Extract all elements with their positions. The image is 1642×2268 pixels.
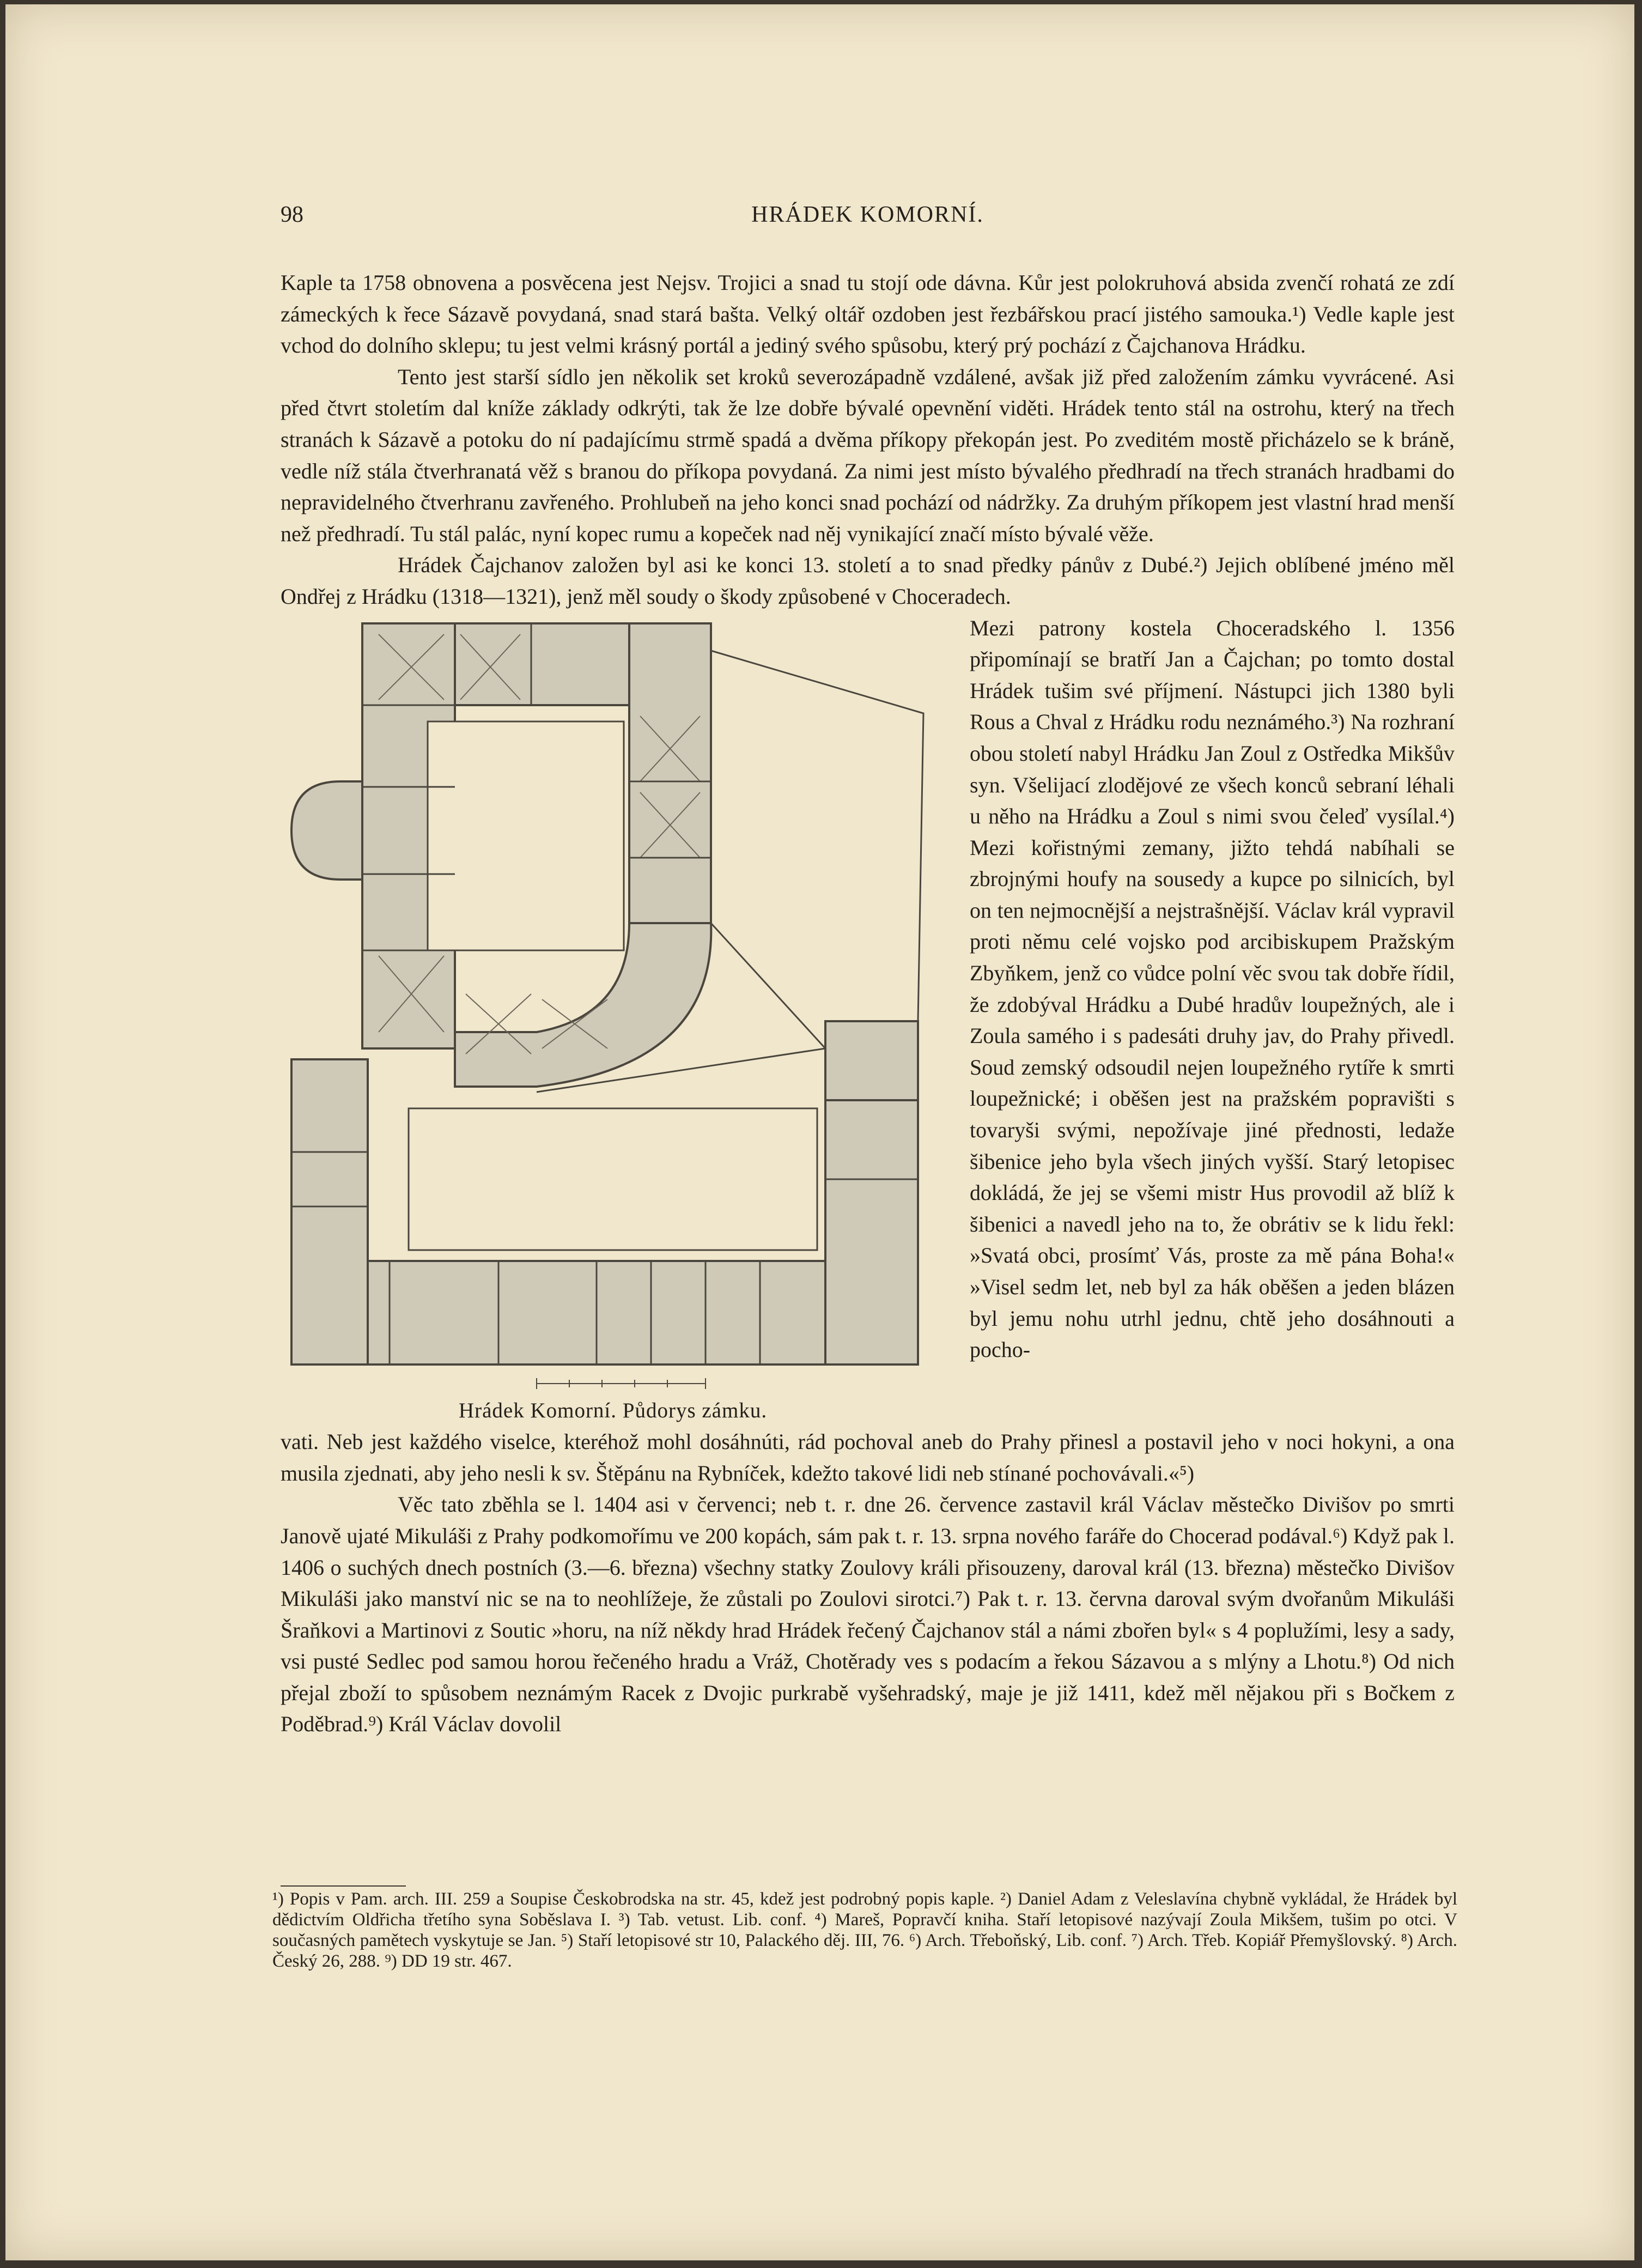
figure-row <box>281 613 1455 1427</box>
plan-chapel-apse <box>291 781 362 880</box>
figure-caption: Hrádek Komorní. Půdorys zámku. <box>458 1398 768 1422</box>
plan-southwest-block <box>291 1059 368 1365</box>
body-text <box>281 267 1455 1740</box>
paragraph-old-seat: Tento jest starší sídlo jen několik set kroků severozápadně vzdálené, avšak již před založením zámku vyvrácené. Asi před čtvrt stoletím dal kníže základy odkrýti, tak že lze dobře bývalé opevnění viděti. Hrádek tento stál na ostrohu, který na třech stranách k Sázavě a potoku do ní padajícímu strmě spadá a dvěma příkopy překopán jest. Po zveditém mostě přicházelo se k bráně, vedle níž stála čtverhranatá věž s branou do příkopa povydaná. Za nimi jest místo bývalého předhradí na třech stranách hradbami do nepravidelného čtverhranu zavřeného. Prohlubeň na jeho konci snad pochází od nádržky. Za druhým příkopem jest vlastní hrad menší než předhradí. Tu stál palác, nyní kopec rumu a kopeček nad něj vynikající značí místo bývalé věže. <box>281 364 1455 546</box>
plan-southeast-block <box>825 1097 918 1365</box>
plan-inner-court <box>428 721 624 950</box>
footnotes <box>272 1889 1457 1972</box>
paragraph-divisov: Věc tato zběhla se l. 1404 asi v červenci; neb t. r. dne 26. července zastavil král Václav městečko Divišov po smrti Janově ujaté Mikuláši z Prahy podkomořímu ve 200 kopách, sám pak t. r. 13. srpna nového faráře do Chocerad podával.⁶) Když pak l. 1406 o suchých dnech postních (3.—6. března) všechny statky Zoulovy králi přisouzeny, daroval král (13. března) městečko Divišov Mikuláši jako manství nic se na to neohlížeje, že zůstali po Zoulovi sirotci.⁷) Pak t. r. 13. června daroval svým dvořanům Mikuláši Šraňkovi a Martinovi z Soutic »horu, na níž někdy hrad Hrádek řečený Čajchanov stál a námi zbořen byl« s 4 poplužími, lesy a sady, vsi pusté Sedlec pod samou horou řečeného hradu a Vráž, Chotěrady ves s podacím a řekou Sázavou a s mlýny a Lhotu.⁸) Od nich přejal zboží to spůsobem neznámým Racek z Dvojic purkrabě vyšehradský, maje je již 1411, kdež měl nějakou při s Bočkem z Poděbrad.⁹) Král Václav dovolil <box>281 1492 1455 1737</box>
running-title: HRÁDEK KOMORNÍ. <box>751 202 984 227</box>
page-number: 98 <box>281 202 303 227</box>
plan-south-wing <box>291 1261 918 1365</box>
plan-east-wing <box>629 623 711 929</box>
paragraph-founding: Hrádek Čajchanov založen byl asi ke konci 13. století a to snad předky pánův z Dubé.²) Jejich oblíbené jméno měl Ondřej z Hrádku (1318—1321), jenž měl soudy o škody způsobené v Choceradech. <box>281 553 1455 609</box>
paragraph-chapel: Kaple ta 1758 obnovena a posvěcena jest Nejsv. Trojici a snad tu stojí ode dávna. Kůr jest polokruhová absida zvenčí rohatá ze zdí zámeckých k řece Sázavě povydaná, snad stará bašta. Velký oltář ozdoben jest řezbářskou prací jistého samouka.¹) Vedle kaple jest vchod do dolního sklepu; tu jest velmi krásný portál a jediný svého spůsobu, který prý pochází z Čajchanova Hrádku. <box>281 270 1455 358</box>
plan-gate-tower <box>825 1021 918 1100</box>
floor-plan-figure <box>281 618 945 1427</box>
page-header <box>281 202 1455 240</box>
footnote-rule <box>281 1885 406 1887</box>
paragraph-zoul: Mezi patrony kostela Choceradského l. 1356 připomínají se bratří Jan a Čajchan; po tomto dostal Hrádek tušim své příjmení. Nástupci jich 1380 byli Rous a Chval z Hrádku rodu neznámého.³) Na rozhraní obou století nabyl Hrádku Jan Zoul z Ostředka Mikšův syn. Všelijací zlodějové ze všech konců sebraní léhali u něho na Hrádku a Zoul s nimi svou čeleď vysílal.⁴) Mezi kořistnými zemany, jižto tehdá nabíhali se zbrojnými houfy na sousedy a kupce po silnicích, byl on ten nejmocnější a nejstrašnější. Václav král vypravil proti němu celé vojsko pod arcibiskupem Pražským Zbyňkem, jenž co vůdce polní věc svou tak dobře řídil, že zdobýval Hrádku a Dubé hradův loupežných, ale i Zoula samého i s padesáti druhy jav, do Prahy přivedl. Soud zemský odsoudil nejen loupežného rytíře k smrti loupežnické; i oběšen jest na pražském popravišti s tovaryši svými, nepožívaje jiné přednosti, ledaže šibenice jeho byla všech jiných vyšší. Starý letopisec dokládá, že jej se všemi mistr Hus provodil až blíž k šibenici a navedl jeho na to, že obrátiv se k lidu řekl: »Svatá obci, prosímť Vás, proste za mě pána Boha!« »Visel sedm let, neb byl za hák oběšen a jeden blázen byl jemu nohu utrhl jednu, chtě jeho dosáhnouti a pocho- <box>970 615 1455 1362</box>
footnote-text: ¹) Popis v Pam. arch. III. 259 a Soupise Českobrodska na str. 45, kdež jest podrobný popis kaple. ²) Daniel Adam z Veleslavína chybně vykládal, že Hrádek byl dědictvím Oldřicha třetího syna Soběslava I. ³) Tab. vetust. Lib. conf. ⁴) Mareš, Popravčí kniha. Staří letopisové nazývají Zoula Mikšem, tušim po otci. V současných pamětech vyskytuje se Jan. ⁵) Staří letopisové str 10, Palackého děj. III, 76. ⁶) Arch. Třeboňský, Lib. conf. ⁷) Arch. Třeb. Kopiář Přemyšlovský. ⁸) Arch. Český 26, 288. ⁹) DD 19 str. 467. <box>272 1889 1457 1971</box>
floor-plan-drawing <box>281 618 945 1392</box>
paragraph-continuation: vati. Neb jest každého viselce, kteréhož mohl dosáhnúti, rád pochoval aneb do Prahy přinesl a postavil jeho v noci hokyni, a ona musila zjednati, aby jeho nesli k sv. Štěpánu na Rybníček, kdežto takové lidi neb stínané pochovávali.«⁵) <box>281 1429 1455 1485</box>
book-page <box>5 4 1634 2260</box>
plan-outer-court <box>409 1108 817 1250</box>
